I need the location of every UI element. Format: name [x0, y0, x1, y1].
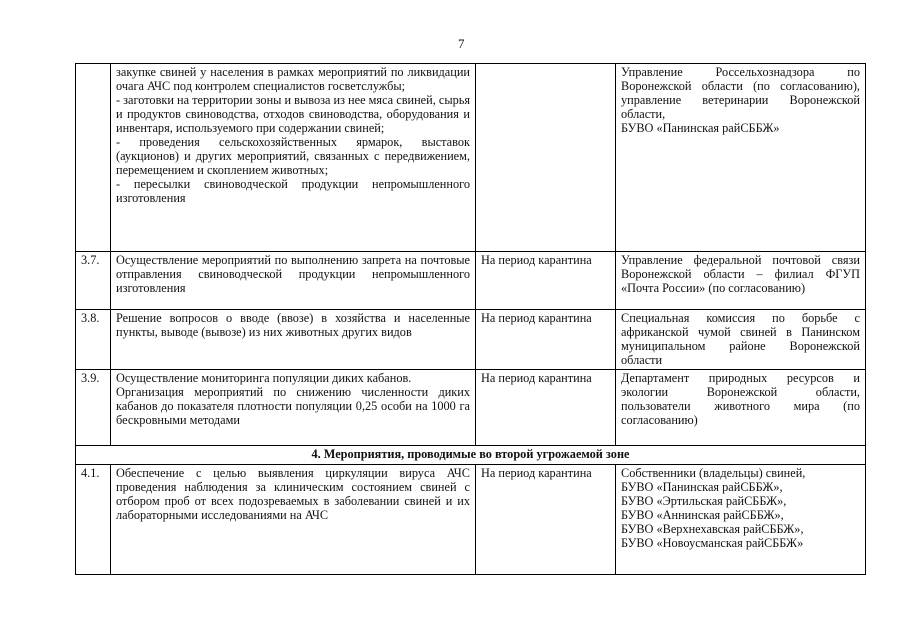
table-row [76, 252, 866, 310]
action-text: Решение вопросов о вводе (ввозе) в хозяйства и населенные пункты, выводе (вывозе) из них животных других видов [116, 311, 470, 339]
responsible-cell [616, 370, 866, 446]
row-number: 4.1. [76, 465, 111, 575]
action-text: - пересылки свиноводческой продукции непромышленного изготовления [116, 177, 470, 205]
action-text: Обеспечение с целью выявления циркуляции вируса АЧС проведения наблюдения за клиническим состоянием свиней с отбором проб от всех подозреваемых в заболевании свиней и их лабораторными исследованиями на АЧС [116, 466, 470, 522]
row-number: 3.8. [76, 310, 111, 370]
section-row [76, 446, 866, 465]
term-cell: На период карантина [476, 310, 616, 370]
responsible-text: БУВО «Верхнехавская райСББЖ», [621, 522, 804, 536]
responsible-cell [616, 310, 866, 370]
action-text: закупке свиней у населения в рамках мероприятий по ликвидации очага АЧС под контролем специалистов госветслужбы; [116, 65, 470, 93]
row-number: 3.7. [76, 252, 111, 310]
action-text: Организация мероприятий по снижению численности диких кабанов до показателя плотности популяции 0,25 особи на 1000 га бескровными методами [116, 385, 470, 427]
action-text: - заготовки на территории зоны и вывоза из нее мяса свиней, сырья и продуктов свиноводства, отходов свиноводства, оборудования и инвентаря, используемого при содержании свиней; [116, 93, 470, 135]
responsible-text: БУВО «Новоусманская райСББЖ» [621, 536, 804, 550]
responsible-text: Собственники (владельцы) свиней, [621, 466, 806, 480]
table-row [76, 310, 866, 370]
action-cell [111, 310, 476, 370]
responsible-text: Специальная комиссия по борьбе с африканской чумой свиней в Панинском муниципальном районе Воронежской области [621, 311, 860, 367]
page-number: 7 [458, 36, 465, 51]
action-text: - проведения сельскохозяйственных ярмарок, выставок (аукционов) и других мероприятий, связанных с передвижением, перемещением и скоплением животных; [116, 135, 470, 177]
responsible-text: БУВО «Панинская райСББЖ» [621, 121, 780, 135]
responsible-cell [616, 64, 866, 252]
table-row [76, 465, 866, 575]
action-text: Осуществление мониторинга популяции диких кабанов. [116, 371, 412, 385]
action-cell [111, 64, 476, 252]
responsible-text: БУВО «Панинская райСББЖ», [621, 480, 783, 494]
action-cell [111, 370, 476, 446]
responsible-text: Управление Россельхознадзора по Воронежской области (по согласованию), управление ветеринарии Воронежской области, [621, 65, 860, 121]
section-title: 4. Мероприятия, проводимые во второй угрожаемой зоне [76, 446, 866, 465]
responsible-text: БУВО «Эртильская райСББЖ», [621, 494, 787, 508]
responsible-text: БУВО «Аннинская райСББЖ», [621, 508, 784, 522]
term-cell: На период карантина [476, 465, 616, 575]
responsible-cell [616, 252, 866, 310]
action-cell [111, 252, 476, 310]
responsible-text: Управление федеральной почтовой связи Воронежской области – филиал ФГУП «Почта России» (по согласованию) [621, 253, 860, 295]
responsible-cell [616, 465, 866, 575]
table-row [76, 64, 866, 252]
term-cell: На период карантина [476, 252, 616, 310]
term-cell: На период карантина [476, 370, 616, 446]
row-number [76, 64, 111, 252]
term-cell [476, 64, 616, 252]
action-text: Осуществление мероприятий по выполнению запрета на почтовые отправления свиноводческой продукции непромышленного изготовления [116, 253, 470, 295]
action-cell [111, 465, 476, 575]
row-number: 3.9. [76, 370, 111, 446]
table-row [76, 370, 866, 446]
responsible-text: Департамент природных ресурсов и экологии Воронежской области, пользователи животного мира (по согласованию) [621, 371, 860, 427]
measures-table [75, 63, 866, 575]
